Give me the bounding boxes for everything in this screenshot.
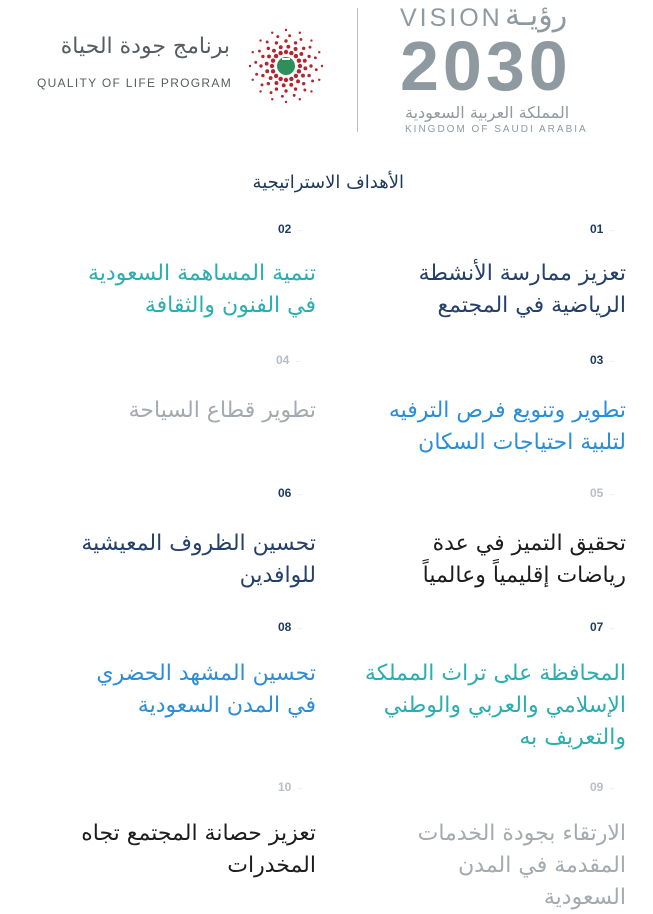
goal-text: تعزيز ممارسة الأنشطة الرياضية في المجتمع — [418, 261, 626, 318]
number-dots: .. — [610, 622, 615, 631]
kingdom-name-en: KINGDOM OF SAUDI ARABIA — [405, 124, 588, 135]
goal-number: 02 — [278, 222, 292, 236]
qol-program-name-ar: برنامج جودة الحياة — [60, 34, 230, 59]
number-dots: .. — [610, 355, 615, 364]
number-dots: .. — [298, 782, 303, 791]
vision-word-en: VISION — [400, 4, 503, 32]
goal-text: المحافظة على تراث المملكة الإسلامي والعربي والوطني والتعريف به — [364, 661, 626, 750]
header-divider — [357, 8, 358, 132]
goal-text: تطوير قطاع السياحة — [128, 398, 316, 423]
goal-text: الارتقاء بجودة الخدمات المقدمة في المدن السعودية — [417, 821, 626, 910]
number-dots: .. — [296, 355, 301, 364]
goal-number: 07 — [590, 620, 604, 634]
kingdom-name-ar: المملكة العربية السعودية — [405, 103, 570, 122]
goal-number: 04 — [276, 353, 290, 367]
goal-number: 08 — [278, 620, 292, 634]
goal-text: تحسين المشهد الحضري في المدن السعودية — [96, 661, 316, 718]
goal-number: 05 — [590, 486, 604, 500]
number-dots: .. — [610, 782, 615, 791]
qol-star-logo-icon — [246, 26, 326, 106]
goal-number: 01 — [590, 222, 604, 236]
qol-program-name-en: QUALITY OF LIFE PROGRAM — [36, 76, 232, 90]
vision-year: 2030 — [400, 27, 572, 105]
section-title: الأهداف الاستراتيجية — [252, 172, 404, 193]
number-dots: .. — [298, 622, 303, 631]
number-dots: .. — [298, 224, 303, 233]
goal-text: تطوير وتنويع فرص الترفيه لتلبية احتياجات السكان — [388, 398, 626, 455]
goal-number: 10 — [278, 780, 292, 794]
vision-word-ar: رؤيـة — [505, 0, 568, 33]
goal-number: 09 — [590, 780, 604, 794]
number-dots: .. — [610, 224, 615, 233]
goal-number: 03 — [590, 353, 604, 367]
goal-text: تعزيز حصانة المجتمع تجاه المخدرات — [81, 821, 316, 878]
goal-text: تنمية المساهمة السعودية في الفنون والثقافة — [87, 261, 316, 318]
number-dots: .. — [298, 488, 303, 497]
goal-text: تحقيق التميز في عدة رياضات إقليمياً وعالمياً — [422, 531, 626, 588]
goal-number: 06 — [278, 486, 292, 500]
goal-text: تحسين الظروف المعيشية للوافدين — [81, 531, 316, 588]
number-dots: .. — [610, 488, 615, 497]
